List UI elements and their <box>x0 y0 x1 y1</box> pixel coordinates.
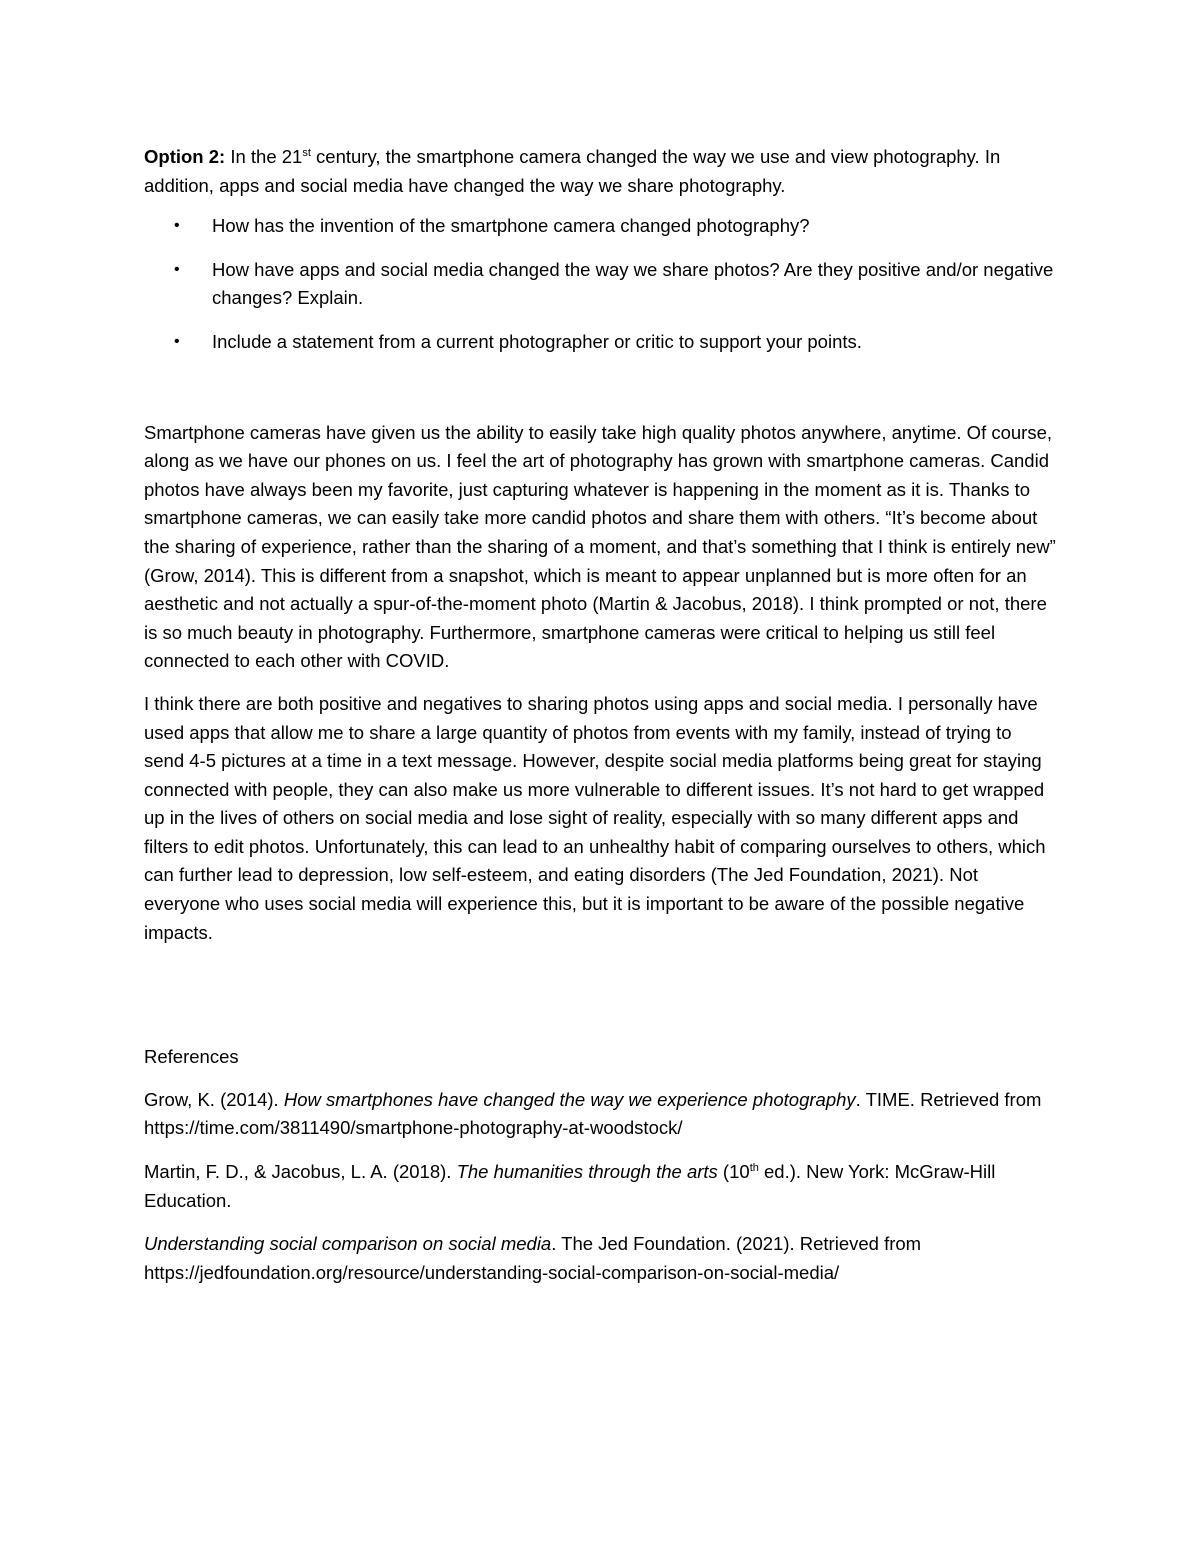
list-item <box>174 328 1056 357</box>
bullet-icon: • <box>174 260 180 278</box>
reference-author-date: Martin, F. D., & Jacobus, L. A. (2018). <box>144 1161 457 1183</box>
document-content <box>144 143 1056 1302</box>
body-paragraph: Smartphone cameras have given us the ability to easily take high quality photos anywhere, anytime. Of course, along as we have our phones on us. I feel the art of photography has grown with smartphone cameras. Candid photos have always been my favorite, just capturing whatever is happening in the moment as it is. Thanks to smartphone cameras, we can easily take more candid photos and share them with others. “It’s become about the sharing of experience, rather than the sharing of a moment, and that’s something that I think is entirely new” (Grow, 2014). This is different from a snapshot, which is meant to appear unplanned but is more often for an aesthetic and not actually a spur-of-the-moment photo (Martin & Jacobus, 2018). I think prompted or not, there is so much beauty in photography. Furthermore, smartphone cameras were critical to helping us still feel connected to each other with COVID. <box>144 421 1056 672</box>
prompt-questions-list <box>144 212 1056 356</box>
reference-edition-suffix: th <box>749 1161 759 1174</box>
bullet-icon: • <box>174 332 180 350</box>
prompt-text-end: century, the smartphone camera changed the way we use and view photography. In addition, apps and social media have changed the way we share photography. <box>144 146 1001 196</box>
question-text: How have apps and social media changed the way we share photos? Are they positive and/or negative changes? Explain. <box>212 258 1054 309</box>
reference-title: Understanding social comparison on social media <box>144 1233 552 1255</box>
reference-jed <box>144 1230 1056 1287</box>
reference-source: . TIME. Retrieved from https://time.com/3811490/smartphone-photography-at-woodstock/ <box>144 1088 1042 1139</box>
question-text: Include a statement from a current photographer or critic to support your points. <box>212 330 862 352</box>
reference-martin <box>144 1158 1056 1215</box>
question-text: How has the invention of the smartphone camera changed photography? <box>212 215 810 237</box>
body-paragraph: I think there are both positive and negatives to sharing photos using apps and social media. I personally have used apps that allow me to share a large quantity of photos from events with my family, instead of trying to send 4-5 pictures at a time in a text message. However, despite social media platforms being great for staying connected with people, they can also make us more vulnerable to different issues. It’s not hard to get wrapped up in the lives of others on social media and lose sight of reality, especially with so many different apps and filters to edit photos. Unfortunately, this can lead to an unhealthy habit of comparing ourselves to others, which can further lead to depression, low self-esteem, and eating disorders (The Jed Foundation, 2021). Not everyone who uses social media will experience this, but it is important to be aware of the possible negative impacts. <box>144 692 1046 943</box>
list-item <box>174 212 1056 241</box>
reference-author-date: Grow, K. (2014). <box>144 1088 284 1110</box>
reference-grow <box>144 1086 1056 1143</box>
reference-title: How smartphones have changed the way we experience photography <box>283 1088 856 1110</box>
assignment-prompt <box>144 143 1056 200</box>
reference-edition: (10 <box>717 1161 750 1183</box>
prompt-text-start: In the 21 <box>225 146 303 167</box>
list-item <box>174 256 1056 313</box>
reference-title: The humanities through the arts <box>456 1161 718 1183</box>
prompt-label: Option 2: <box>144 146 226 167</box>
references-heading: References <box>144 1046 239 1068</box>
bullet-icon: • <box>174 217 180 235</box>
reference-source: . The Jed Foundation. (2021). Retrieved from https://jedfoundation.org/resource/understanding-social-comparison-on-social-media/ <box>144 1233 922 1283</box>
reference-source: ed.). New York: McGraw-Hill Education. <box>144 1161 996 1211</box>
prompt-ordinal-suffix: st <box>302 146 311 159</box>
